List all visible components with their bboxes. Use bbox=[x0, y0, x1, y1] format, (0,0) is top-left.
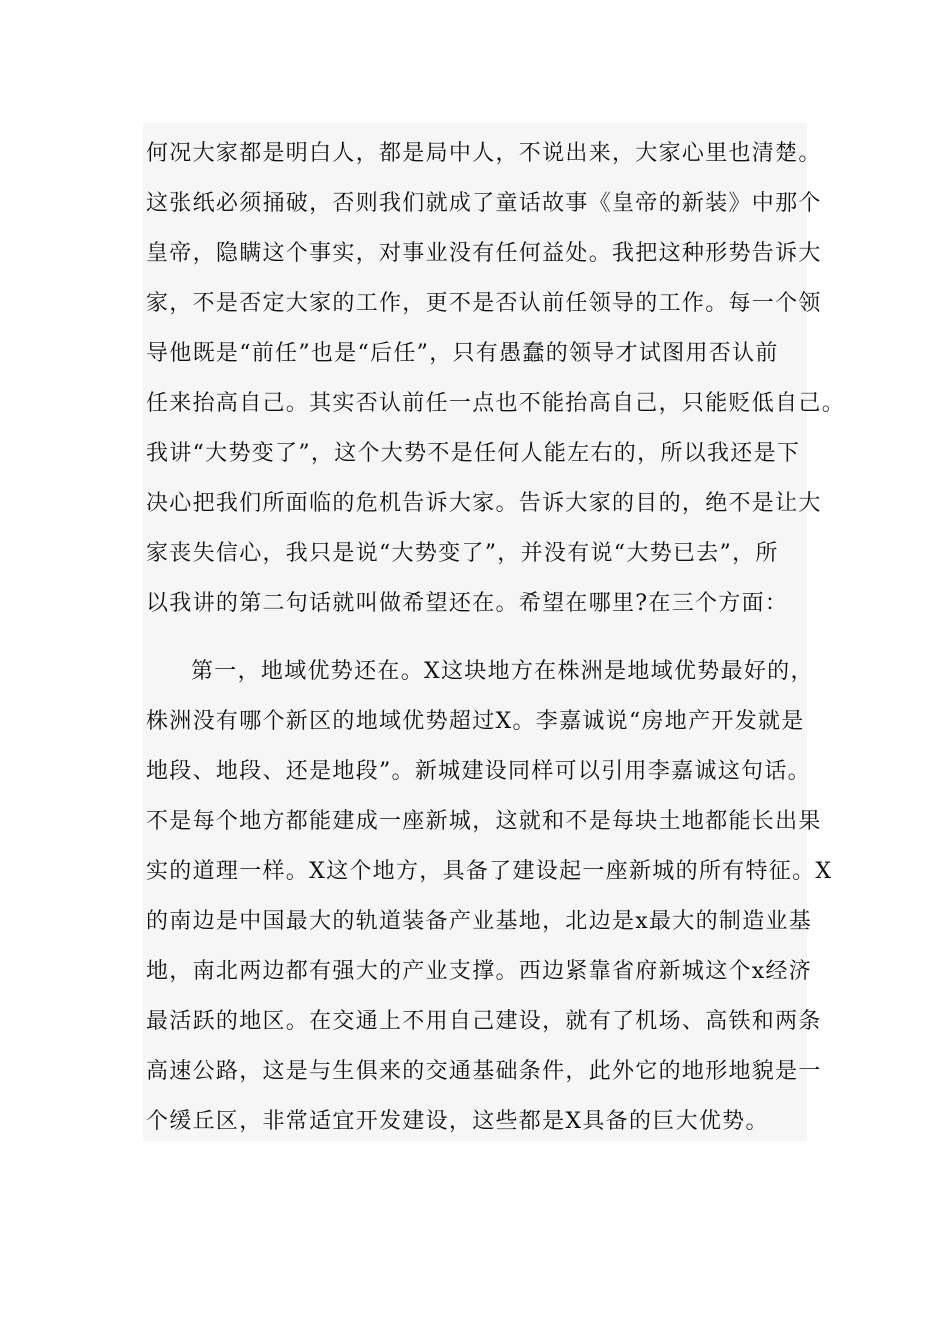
paragraph-1-line-10: 以我讲的第二句话就叫做希望还在。希望在哪里?在三个方面： bbox=[146, 591, 789, 616]
paragraph-2-line-6: 的南边是中国最大的轨道装备产业基地，北边是x最大的制造业基 bbox=[146, 909, 813, 934]
paragraph-1-line-4: 家，不是否定大家的工作，更不是否认前任领导的工作。每一个领 bbox=[146, 291, 822, 316]
paragraph-2-line-9: 高速公路，这是与生俱来的交通基础条件，此外它的地形地貌是一 bbox=[146, 1059, 822, 1084]
paragraph-1-line-5: 导他既是“前任”也是“后任”，只有愚蠢的领导才试图用否认前 bbox=[146, 341, 779, 366]
paragraph-1-line-9: 家丧失信心，我只是说“大势变了”，并没有说“大势已去”，所 bbox=[146, 541, 779, 566]
paragraph-2-line-5: 实的道理一样。X这个地方，具备了建设起一座新城的所有特征。X bbox=[146, 859, 833, 884]
paragraph-2-line-8: 最活跃的地区。在交通上不用自己建设，就有了机场、高铁和两条 bbox=[146, 1009, 822, 1034]
paragraph-1-line-6: 任来抬高自己。其实否认前任一点也不能抬高自己，只能贬低自己。 bbox=[146, 391, 846, 416]
paragraph-2-line-10: 个缓丘区，非常适宜开发建设，这些都是X具备的巨大优势。 bbox=[146, 1109, 769, 1134]
paragraph-2-line-4: 不是每个地方都能建成一座新城，这就和不是每块土地都能长出果 bbox=[146, 809, 822, 834]
paragraph-1-line-1: 何况大家都是明白人，都是局中人，不说出来，大家心里也清楚。 bbox=[146, 141, 822, 166]
paragraph-1-line-7: 我讲“大势变了”，这个大势不是任何人能左右的，所以我还是下 bbox=[146, 441, 801, 466]
paragraph-1-line-2: 这张纸必须捅破，否则我们就成了童话故事《皇帝的新装》中那个 bbox=[146, 191, 822, 216]
paragraph-2-line-7: 地，南北两边都有强大的产业支撑。西边紧靠省府新城这个x经济 bbox=[146, 959, 813, 984]
paragraph-1-line-8: 决心把我们所面临的危机告诉大家。告诉大家的目的，绝不是让大 bbox=[146, 491, 822, 516]
paragraph-1-line-3: 皇帝，隐瞒这个事实，对事业没有任何益处。我把这种形势告诉大 bbox=[146, 241, 822, 266]
paragraph-2-line-3: 地段、地段、还是地段”。新城建设同样可以引用李嘉诚这句话。 bbox=[146, 759, 811, 784]
paragraph-2-line-1: 第一，地域优势还在。X这块地方在株洲是地域优势最好的， bbox=[191, 659, 814, 684]
paragraph-2-line-2: 株洲没有哪个新区的地域优势超过X。李嘉诚说“房地产开发就是 bbox=[146, 709, 805, 734]
document-text-block bbox=[143, 123, 846, 1141]
